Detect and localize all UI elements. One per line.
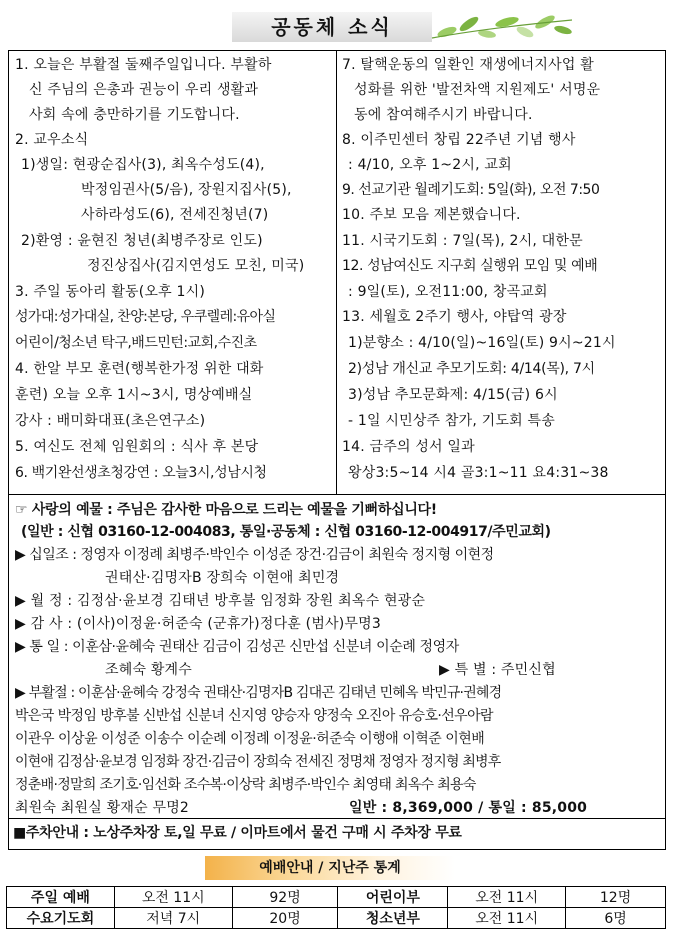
news-line: 3)성남 추모문화제: 4/15(금) 6시 xyxy=(348,387,558,403)
news-line: 7. 탈핵운동의 일환인 재생에너지사업 활 xyxy=(342,57,594,73)
offering-line: 권태산·김명자B 장희숙 이현애 최민경 xyxy=(105,570,340,586)
news-line: : 4/10, 오후 1~2시, 교회 xyxy=(348,157,512,173)
news-line: 8. 이주민센터 창립 22주년 기념 행사 xyxy=(342,132,576,148)
news-line: 강사 : 배미화대표(초은연구소) xyxy=(15,413,206,429)
table-cell: 6명 xyxy=(566,908,666,929)
offering-line: ▶ 월 정 : 김정삼·윤보경 김태년 방후불 임정화 장원 최옥수 현광순 xyxy=(15,593,426,609)
news-line: 3. 주일 동아리 활동(오후 1시) xyxy=(15,284,206,300)
table-cell: 20명 xyxy=(232,908,338,929)
offering-line: ▶ 감 사 : (이사)이정윤·허준숙 (군휴가)정다훈 (범사)무명3 xyxy=(15,616,381,632)
page-title: 공동체 소식 xyxy=(271,15,393,39)
news-line: 사회 속에 충만하기를 기도합니다. xyxy=(29,107,240,123)
news-line: 12. 성남여신도 지구회 실행위 모임 및 예배 xyxy=(342,258,598,274)
news-line: 신 주님의 은총과 권능이 우리 생활과 xyxy=(29,82,259,98)
news-line: 10. 주보 모음 제본했습니다. xyxy=(342,207,521,223)
news-line: 5. 여신도 전체 임원회의 : 식사 후 본당 xyxy=(15,439,259,455)
news-line: 2)환영 : 윤현진 청년(최병주장로 인도) xyxy=(21,233,263,249)
news-line: 2. 교우소식 xyxy=(15,132,89,148)
offering-line: 정춘배·정말희 조기호·임선화 조수복·이상락 최병주·박인수 최영태 최옥수 최용숙 xyxy=(15,777,476,793)
news-line: 동에 참여해주시기 바랍니다. xyxy=(354,107,533,123)
offering-line: 조혜숙 황계수 xyxy=(105,662,192,678)
offering-accounts: (일반 : 신협 03160-12-004083, 통일·공동체 : 신협 03160-12-004917/주민교회) xyxy=(21,524,551,540)
news-line: 훈련) 오늘 오후 1시~3시, 명상예배실 xyxy=(15,387,253,403)
offering-heading: ☞ 사랑의 예물 : 주님은 감사한 마음으로 드리는 예물을 기뻐하십니다! xyxy=(15,502,437,518)
news-line: 1)분향소 : 4/10(일)~16일(토) 9시~21시 xyxy=(348,335,616,351)
news-line: 13. 세월호 2주기 행사, 야탑역 광장 xyxy=(342,309,567,325)
news-line: 11. 시국기도회 : 7일(목), 2시, 대한문 xyxy=(342,233,583,249)
news-line: 성가대:성가대실, 찬양:본당, 우쿠렐레:유아실 xyxy=(15,309,276,325)
offering-line: 이관우 이상윤 이성준 이송수 이순례 이정례 이정윤·허준숙 이행애 이혁준 이현배 xyxy=(15,731,485,747)
news-line: 성화를 위한 '발전차액 지원제도' 서명운 xyxy=(354,82,601,98)
news-line: 어린이/청소년 탁구,배드민턴:교회,수진초 xyxy=(15,335,257,351)
news-line: 1. 오늘은 부활절 둘째주일입니다. 부활하 xyxy=(15,57,272,73)
news-columns xyxy=(9,51,665,495)
table-cell: 오전 11시 xyxy=(448,887,566,908)
news-line: 2)성남 개신교 추모기도회: 4/14(목), 7시 xyxy=(348,361,595,377)
news-line: 14. 금주의 성서 일과 xyxy=(342,439,475,455)
right-column xyxy=(336,51,664,494)
worship-heading: 예배안내 / 지난주 통계 xyxy=(259,860,401,876)
parking-text: ■주차안내 : 노상주차장 토,일 무료 / 이마트에서 물건 구매 시 주차장 무료 xyxy=(13,825,462,841)
offering-line: 최원숙 최원실 황재순 무명2 xyxy=(15,800,190,816)
table-cell: 저녁 7시 xyxy=(114,908,232,929)
table-cell: 92명 xyxy=(232,887,338,908)
news-line: 사하라성도(6), 전세진청년(7) xyxy=(81,207,269,223)
offering-totals: 일반 : 8,369,000 / 통일 : 85,000 xyxy=(349,800,588,816)
worship-heading-banner xyxy=(205,854,455,882)
offering-line: ▶ 특 별 : 주민신협 xyxy=(439,662,556,678)
table-cell: 주일 예배 xyxy=(7,887,115,908)
offering-section xyxy=(9,496,665,819)
news-line: 9. 선교기관 월례기도회: 5일(화), 오전 7:50 xyxy=(342,182,600,198)
offering-line: ▶ 부활절 : 이훈삼·윤혜숙 강정숙 권태산·김명자B 김대곤 김태년 민혜옥 박민규·권혜경 xyxy=(15,685,502,701)
news-line: 1)생일: 현광순집사(3), 최옥수성도(4), xyxy=(21,157,265,173)
news-line: 6. 백기완선생초청강연 : 오늘3시,성남시청 xyxy=(15,465,267,481)
offering-line: ▶ 통 일 : 이훈삼·윤혜숙 권태산 김금이 김성곤 신만섭 신분녀 이순례 정영자 xyxy=(15,639,459,655)
leaf-decoration-icon xyxy=(427,10,577,44)
table-cell: 오전 11시 xyxy=(114,887,232,908)
news-line: - 1일 시민상주 참가, 기도회 특송 xyxy=(348,413,555,429)
title-banner xyxy=(232,10,578,44)
bulletin-box xyxy=(8,50,666,850)
table-row xyxy=(7,908,666,929)
offering-line: 박은국 박정임 방후불 신반섭 신분녀 신지영 양승자 양정숙 오진아 유승호·선우아람 xyxy=(15,708,493,724)
table-row xyxy=(7,887,666,908)
offering-line: ▶ 십일조 : 정영자 이정례 최병주·박인수 이성준 장건·김금이 최원숙 정지형 이현정 xyxy=(15,547,494,563)
table-cell: 12명 xyxy=(566,887,666,908)
news-line: : 9일(토), 오전11:00, 창곡교회 xyxy=(348,284,548,300)
worship-stats-table xyxy=(6,886,666,929)
news-line: 박정임권사(5/음), 장원지집사(5), xyxy=(81,182,292,198)
table-cell: 오전 11시 xyxy=(448,908,566,929)
table-cell: 수요기도회 xyxy=(7,908,115,929)
left-column xyxy=(9,51,337,494)
news-line: 정진상집사(김지연성도 모친, 미국) xyxy=(87,258,305,274)
news-line: 왕상3:5~14 시4 골3:1~11 요4:31~38 xyxy=(348,465,609,481)
table-cell: 청소년부 xyxy=(338,908,448,929)
offering-line: 이현애 김정삼·윤보경 임정화 장건·김금이 장희숙 전세진 정명채 정영자 정지형 최병후 xyxy=(15,754,501,770)
table-cell: 어린이부 xyxy=(338,887,448,908)
parking-notice xyxy=(9,819,665,849)
news-line: 4. 한알 부모 훈련(행복한가정 위한 대화 xyxy=(15,361,264,377)
